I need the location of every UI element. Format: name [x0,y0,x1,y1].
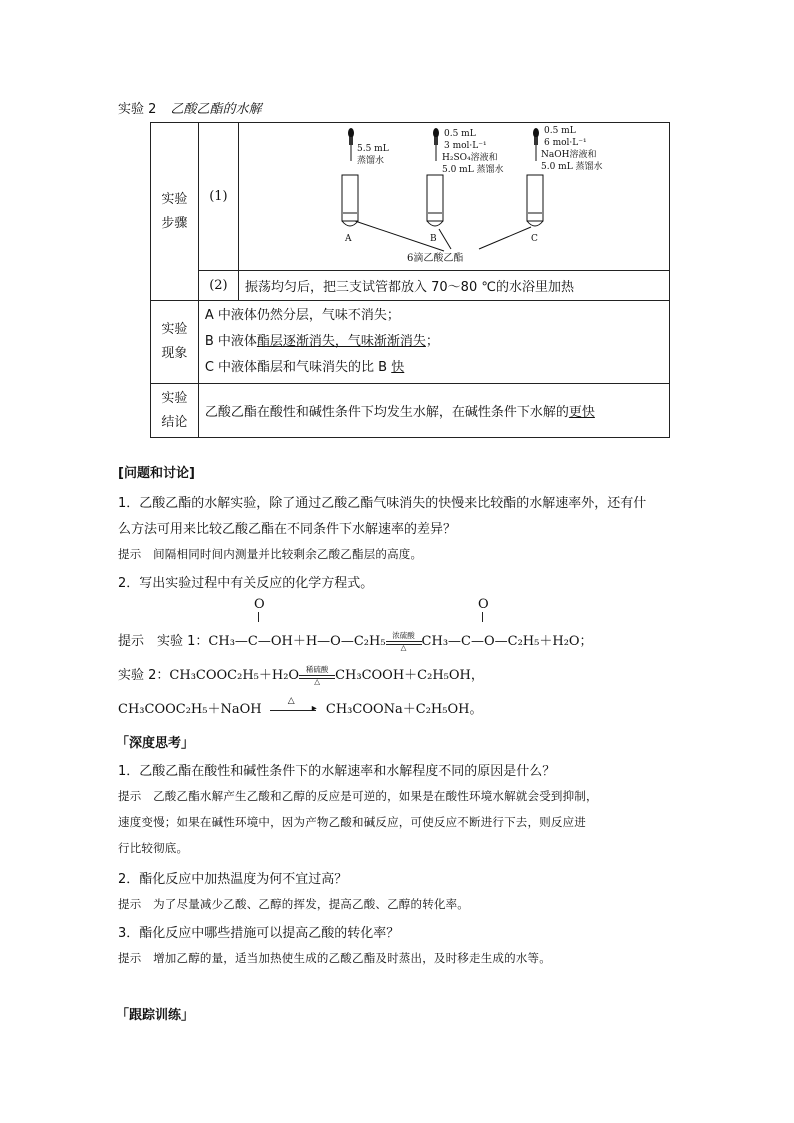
deep-a1-line1: 提示 乙酸乙酯水解产生乙酸和乙醇的反应是可逆的，如果是在酸性环境水解就会受到抑制， [118,789,598,803]
eq1-o-right: O [478,597,489,612]
discussion-q1-line2: 么方法可用来比较乙酸乙酯在不同条件下水解速率的差异？ [118,522,457,537]
tube-c-letter: C [531,234,538,244]
tube-b-letter: B [430,234,437,244]
phenomenon-b: B 中液体酯层逐渐消失，气味渐渐消失； [204,334,439,349]
deep-a1-line3: 行比较彻底。 [118,841,189,855]
discussion-q1-line1: 1．乙酸乙酯的水解实验，除了通过乙酸乙酯气味消失的快慢来比较酯的水解速率外，还有什 [118,496,647,511]
conclusion-label: 实验 结论 [151,384,199,438]
equation-1: 提示 实验 1：CH₃—C—OH＋H—O—C₂H₅ 浓硫酸 △ CH₃—C—O—C₂H₅＋H₂O； [118,630,593,652]
conclusion-cell: 乙酸乙酯在酸性和碱性条件下均发生水解，在碱性条件下水解的更快 [198,384,669,438]
tube-c-line2: 6 mol·L⁻¹ [544,138,587,148]
tube-a-line2: 蒸馏水 [357,156,385,166]
equation-2: 实验 2：CH₃COOC₂H₅＋H₂O 稀硫酸 △ CH₃COOH＋C₂H₅OH， [118,664,484,686]
tube-c-line4: 5.0 mL 蒸馏水 [541,162,603,172]
deep-a3: 提示 增加乙醇的量，适当加热使生成的乙酸乙酯及时蒸出，及时移走生成的水等。 [118,951,551,965]
deep-q2: 2．酯化反应中加热温度为何不宜过高？ [118,872,348,887]
tube-c-line3: NaOH溶液和 [541,150,597,160]
eq3-arrow: △ ▸ [266,702,322,718]
phenomenon-c: C 中液体酯层和气味消失的比 B 快 [204,360,405,375]
deep-a1-line2: 速度变慢；如果在碱性环境中，因为产物乙酸和碱反应，可使反应不断进行下去，则反应进 [118,815,586,829]
deep-a2: 提示 为了尽量减少乙酸、乙醇的挥发，提高乙酸、乙醇的转化率。 [118,897,469,911]
phenomenon-a: A 中液体仍然分层，气味不消失； [204,308,400,323]
eq1-condition: 浓硫酸 △ [386,634,422,650]
phenomena-label: 实验 现象 [151,301,199,384]
steps-label: 实验 步骤 [151,123,199,301]
tube-c [527,126,603,244]
tube-b-line4: 5.0 mL 蒸馏水 [442,165,504,175]
deep-q3: 3．酯化反应中哪些措施可以提高乙酸的转化率？ [118,926,400,941]
apparatus-cell [239,123,670,271]
experiment-table [150,122,670,438]
deep-heading: 「深度思考」 [116,736,195,751]
tube-a [342,128,389,244]
tube-b-line1: 0.5 mL [444,129,476,139]
step2-num: (2) [198,271,238,301]
eq1-o-left: O [254,597,265,612]
eq2-condition: 稀硫酸 △ [299,668,335,684]
phenomena-cell [198,301,669,384]
discussion-q2: 2．写出实验过程中有关反应的化学方程式。 [118,576,374,591]
training-heading: 「跟踪训练」 [116,1008,195,1023]
section-label: 实验 2 [118,102,157,117]
deep-q1: 1．乙酸乙酯在酸性和碱性条件下的水解速率和水解程度不同的原因是什么？ [118,764,556,779]
section-title [118,98,262,117]
tube-a-line1: 5.5 mL [357,144,389,154]
tube-b-line2: 3 mol·L⁻¹ [444,141,487,151]
discussion-heading: [问题和讨论] [118,466,195,481]
test-tube-diagram [239,123,669,270]
tube-b-line3: H₂SO₄溶液和 [442,153,498,163]
drops-label: 6滴乙酸乙酯 [407,253,464,264]
step1-num: (1) [198,123,238,271]
section-title-text: 乙酸乙酯的水解 [170,102,262,117]
tube-c-line1: 0.5 mL [544,126,576,136]
step2-text: 振荡均匀后，把三支试管都放入 70～80 ℃的水浴里加热 [239,271,670,301]
discussion-a1: 提示 间隔相同时间内测量并比较剩余乙酸乙酯层的高度。 [118,547,423,561]
tube-b [427,128,504,244]
equation-3: CH₃COOC₂H₅＋NaOH △ ▸ CH₃COONa＋C₂H₅OH。 [118,695,483,717]
tube-a-letter: A [345,234,352,244]
